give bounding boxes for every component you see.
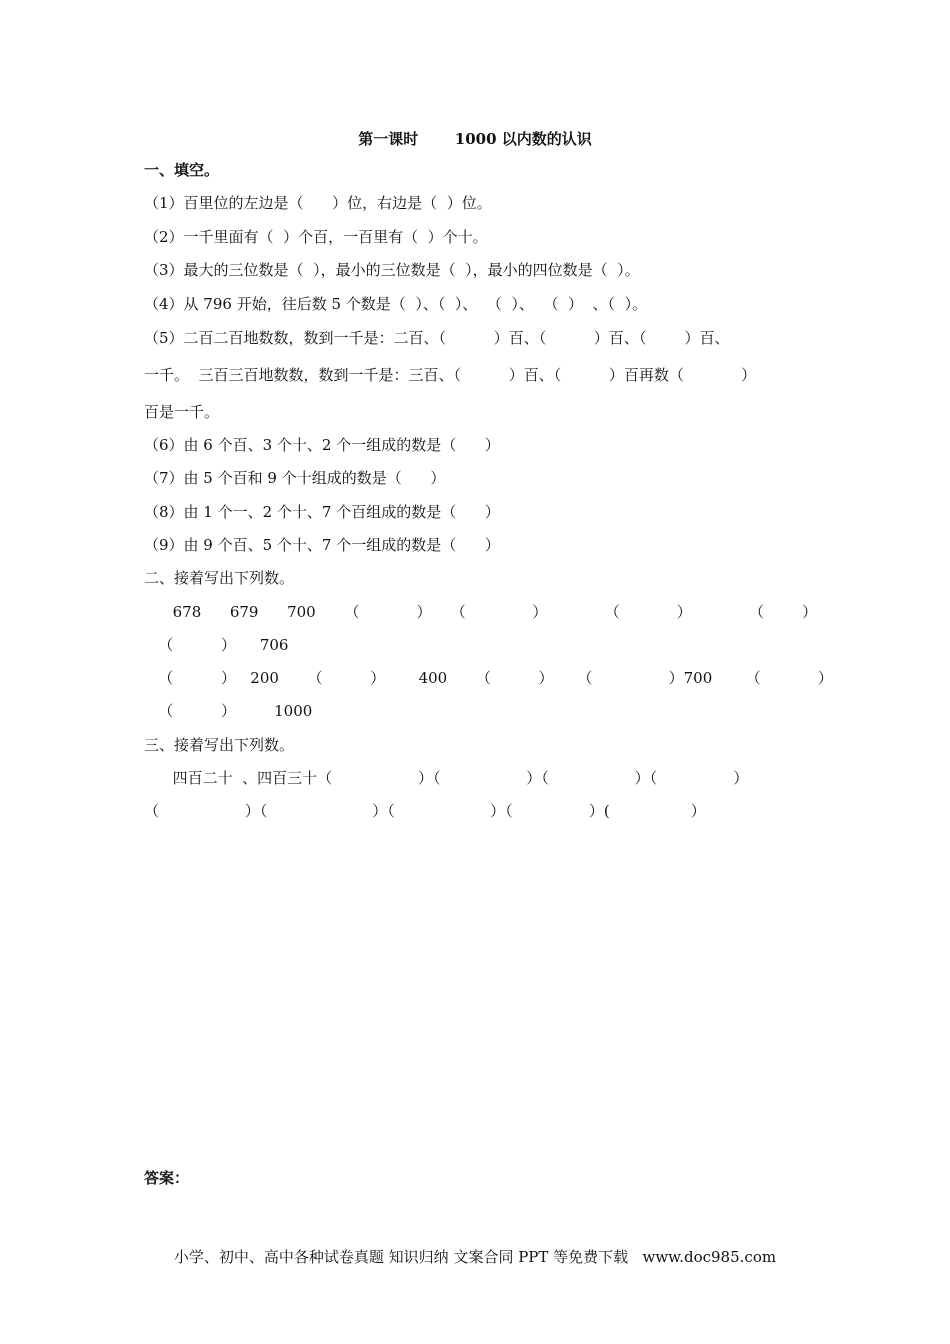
question-item: （8）由 1 个一、2 个十、7 个百组成的数是（ ） [144,503,500,521]
number-sequence-row: （ ） 1000 [144,702,313,720]
number-sequence-row: （ ） 706 [144,636,289,654]
answer-label: 答案： [144,1169,190,1187]
question-item-continued: 百是一千。 [144,403,220,421]
section-2-heading: 二、接着写出下列数。 [144,569,295,587]
number-sequence-row: （ ） 200 （ ） 400 （ ） （ ）700 （ ） [144,669,833,687]
footer-text: 小学、初中、高中各种试卷真题 知识归纳 文案合同 PPT 等免费下载 www.doc985.com [173,1248,777,1266]
question-item: （5）二百二百地数数，数到一千是：二百、（ ）百、（ ）百、（ ）百、 [144,329,730,347]
question-item: （9）由 9 个百、5 个十、7 个一组成的数是（ ） [144,536,500,554]
question-item: （2）一千里面有（ ）个百，一百里有（ ）个十。 [144,228,488,246]
question-item: （3）最大的三位数是（ ），最小的三位数是（ ），最小的四位数是（ ）。 [144,261,640,279]
number-sequence-row: （ ）（ ）（ ）（ ）( ） [144,802,706,820]
question-item: （6）由 6 个百、3 个十、2 个一组成的数是（ ） [144,436,500,454]
section-3-heading: 三、接着写出下列数。 [144,736,295,754]
question-item: （4）从 796 开始，往后数 5 个数是（ ）、（ ）、 （ ）、 （ ） 、（ ）。 [144,295,648,313]
question-item: （7）由 5 个百和 9 个十组成的数是（ ） [144,469,446,487]
number-sequence-row: 678 679 700 （ ） （ ） （ ） （ ） [144,603,818,621]
page-title: 第一课时 1000 以内数的认识 [358,130,592,148]
question-item-continued: 一千。 三百三百地数数，数到一千是：三百、（ ）百、（ ）百再数（ ） [144,366,757,384]
section-1-heading: 一、填空。 [144,161,220,179]
number-sequence-row: 四百二十 、四百三十（ ）（ ）（ ）（ ） [144,769,749,787]
question-item: （1）百里位的左边是（ ）位，右边是（ ）位。 [144,194,492,212]
